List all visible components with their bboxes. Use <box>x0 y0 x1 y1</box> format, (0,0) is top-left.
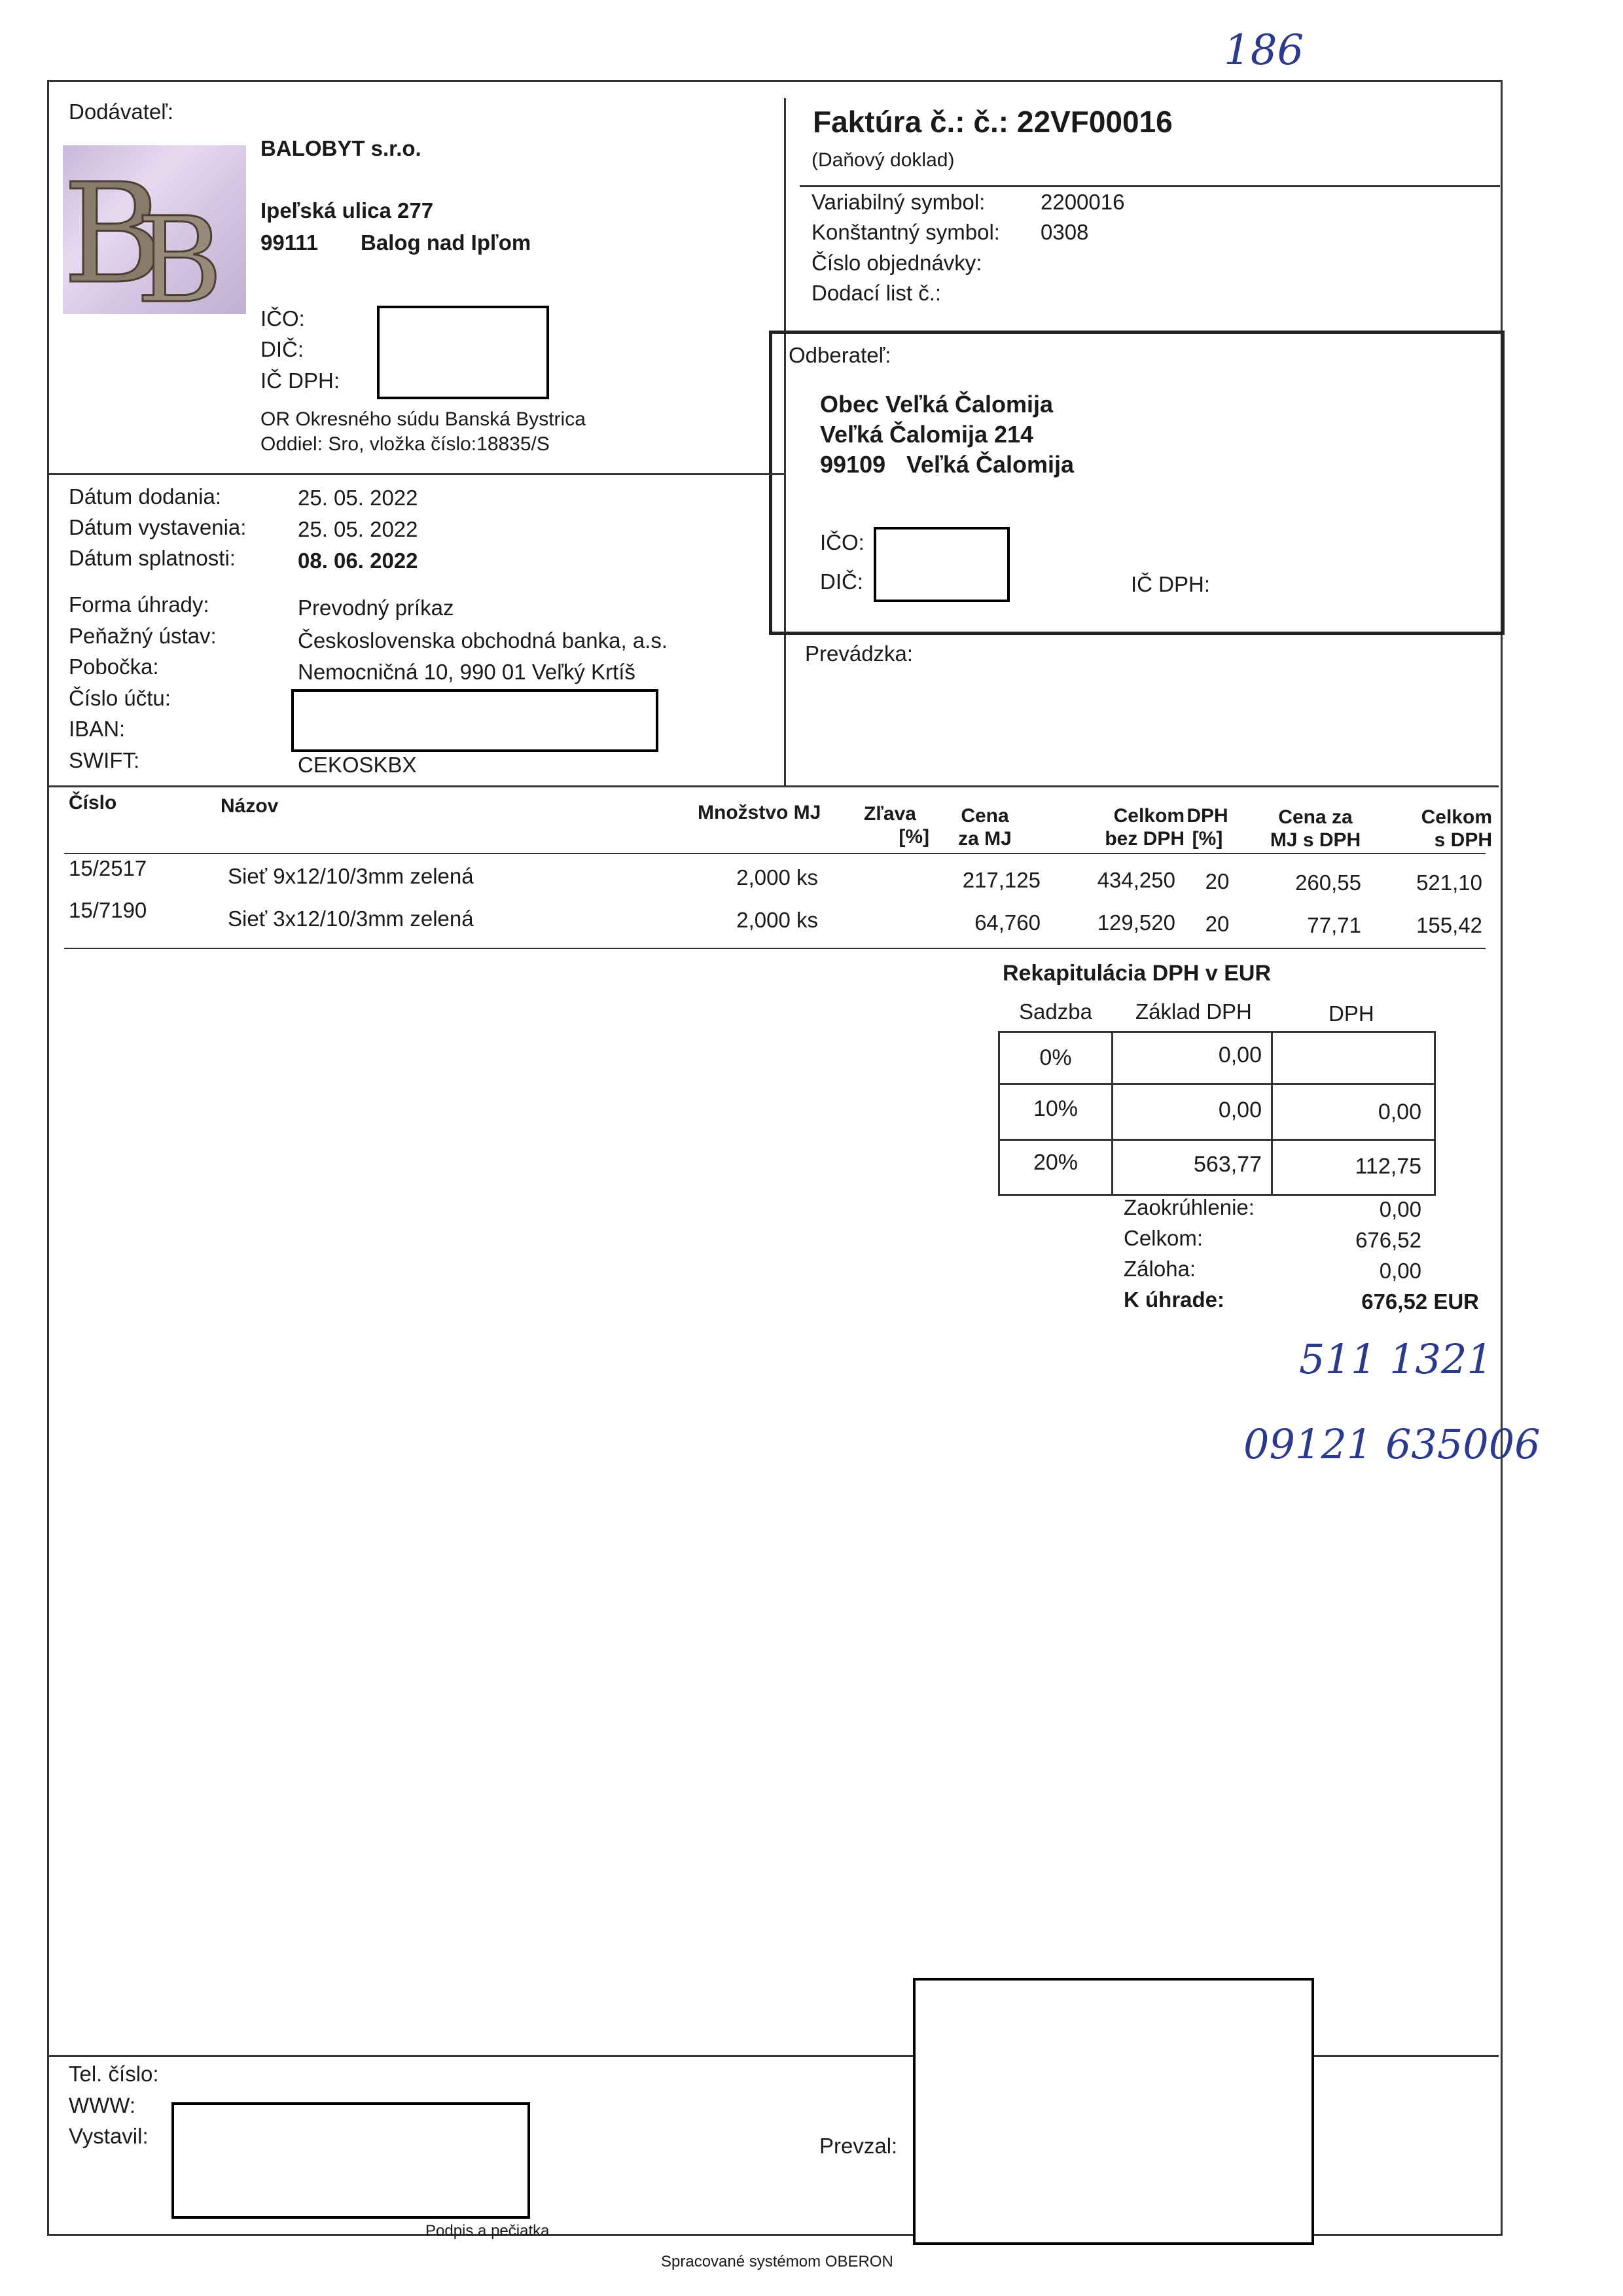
col-total-incl-line2: s DPH <box>1434 829 1492 851</box>
handwritten-page-number: 186 <box>1224 26 1304 75</box>
rounding-value: 0,00 <box>1379 1197 1421 1221</box>
row2-price-incl: 77,71 <box>1307 913 1361 937</box>
www-label: WWW: <box>69 2093 136 2117</box>
phone-label: Tel. číslo: <box>69 2062 159 2086</box>
col-vat-line1: DPH <box>1186 805 1228 827</box>
col-name: Názov <box>221 795 279 817</box>
balobyt-logo <box>63 145 246 314</box>
rounding-label: Zaokrúhlenie: <box>1124 1195 1255 1219</box>
vat-row1-base: 0,00 <box>1218 1043 1262 1067</box>
row1-quantity: 2,000 ks <box>736 865 818 889</box>
row2-total-incl: 155,42 <box>1416 913 1482 937</box>
vat-row2-base: 0,00 <box>1218 1098 1262 1122</box>
supplier-bottom-line <box>47 473 785 475</box>
row2-number: 15/7190 <box>69 898 147 922</box>
customer-ico-label: IČO: <box>820 530 865 554</box>
col-price-line1: Cena <box>961 805 1009 827</box>
order-number-label: Číslo objednávky: <box>812 251 982 275</box>
handwritten-note-1: 511 1321 <box>1299 1335 1493 1383</box>
col-total-incl-line1: Celkom <box>1421 806 1492 828</box>
col-discount-line2: [%] <box>899 825 929 848</box>
svg-text:B: B <box>63 154 164 314</box>
col-total-excl-line2: bez DPH <box>1105 827 1185 850</box>
amount-due-label: K úhrade: <box>1124 1287 1225 1312</box>
handwritten-note-2: 09121 635006 <box>1243 1420 1541 1468</box>
vat-summary-title: Rekapitulácia DPH v EUR <box>1003 961 1272 986</box>
customer-zip: 99109 <box>820 451 886 478</box>
col-discount-line1: Zľava <box>864 803 916 825</box>
row2-name: Sieť 3x12/10/3mm zelená <box>228 906 474 931</box>
row2-total-excl: 129,520 <box>1097 910 1175 935</box>
vat-row3-rate: 20% <box>1033 1150 1079 1175</box>
vat-col-vat: DPH <box>1329 1001 1374 1026</box>
payment-method-value: Prevodný príkaz <box>298 596 454 620</box>
customer-city: Veľká Čalomija <box>906 451 1075 478</box>
variable-symbol-label: Variabilný symbol: <box>812 190 986 214</box>
vat-table-row-line-2 <box>998 1139 1434 1141</box>
row1-total-incl: 521,10 <box>1416 870 1482 895</box>
col-total-incl <box>1394 806 1492 852</box>
swift-label: SWIFT: <box>69 748 140 772</box>
swift-value: CEKOSKBX <box>298 753 417 777</box>
advance-value: 0,00 <box>1379 1259 1421 1283</box>
redacted-receiver-signature <box>913 1978 1314 2245</box>
col-total-excl <box>1073 805 1185 850</box>
constant-symbol-value: 0308 <box>1041 220 1089 244</box>
signature-label: Podpis a pečiatka <box>425 2222 550 2240</box>
col-number: Číslo <box>69 792 117 814</box>
row1-vat: 20 <box>1205 869 1230 893</box>
advance-label: Záloha: <box>1124 1257 1196 1281</box>
customer-label: Odberateľ: <box>789 343 891 367</box>
supplier-label: Dodávateľ: <box>69 99 174 124</box>
vat-table-divider-1 <box>1111 1031 1113 1194</box>
branch-label: Pobočka: <box>69 655 159 679</box>
iban-label: IBAN: <box>69 717 126 741</box>
vat-row1-rate: 0% <box>1039 1045 1072 1070</box>
premises-label: Prevádzka: <box>805 641 914 666</box>
bank-value: Československa obchodná banka, a.s. <box>298 628 668 653</box>
account-label: Číslo účtu: <box>69 686 171 710</box>
redacted-supplier-ids <box>377 306 549 399</box>
bank-label: Peňažný ústav: <box>69 624 217 648</box>
customer-name: Obec Veľká Čalomija <box>820 391 1054 418</box>
supplier-dic-label: DIČ: <box>260 337 304 361</box>
supplier-icdph-label: IČ DPH: <box>260 368 340 393</box>
vat-col-rate: Sadzba <box>1019 999 1092 1024</box>
supplier-name: BALOBYT s.r.o. <box>260 136 421 160</box>
redacted-issuer-signature <box>171 2102 530 2219</box>
due-date-label: Dátum splatnosti: <box>69 546 236 570</box>
col-price <box>936 805 1034 850</box>
redacted-account-iban <box>291 689 658 752</box>
col-quantity: Množstvo MJ <box>698 802 821 823</box>
col-price-incl-line1: Cena za <box>1278 806 1353 828</box>
col-vat-line2: [%] <box>1192 827 1223 850</box>
col-price-incl <box>1257 806 1374 852</box>
customer-dic-label: DIČ: <box>820 569 863 594</box>
col-price-line2: za MJ <box>958 827 1012 850</box>
supplier-register-line2: Oddiel: Sro, vložka číslo:18835/S <box>260 433 550 455</box>
supplier-street: Ipeľská ulica 277 <box>260 198 434 223</box>
delivery-date-value: 25. 05. 2022 <box>298 486 418 510</box>
svg-text:B: B <box>136 192 223 314</box>
supplier-register-line1: OR Okresného súdu Banská Bystrica <box>260 408 586 430</box>
payment-method-label: Forma úhrady: <box>69 592 209 617</box>
customer-street: Veľká Čalomija 214 <box>820 421 1034 448</box>
delivery-date-label: Dátum dodania: <box>69 484 221 509</box>
supplier-city: Balog nad Ipľom <box>361 230 531 255</box>
row1-number: 15/2517 <box>69 856 147 880</box>
constant-symbol-label: Konštantný symbol: <box>812 220 1000 244</box>
row2-quantity: 2,000 ks <box>736 908 818 932</box>
bb-logo-icon <box>63 145 246 314</box>
redacted-customer-ids <box>874 527 1010 602</box>
vat-row2-rate: 10% <box>1033 1096 1079 1121</box>
row1-price-incl: 260,55 <box>1295 870 1361 895</box>
branch-value: Nemocničná 10, 990 01 Veľký Krtíš <box>298 660 635 684</box>
row1-total-excl: 434,250 <box>1097 868 1175 892</box>
col-price-incl-line2: MJ s DPH <box>1270 829 1361 851</box>
vat-row3-base: 563,77 <box>1194 1152 1262 1177</box>
issued-by-label: Vystavil: <box>69 2124 149 2148</box>
system-note: Spracované systémom OBERON <box>661 2253 893 2270</box>
col-total-excl-line1: Celkom <box>1113 805 1185 827</box>
amount-due-value: 676,52 EUR <box>1361 1289 1479 1314</box>
delivery-note-label: Dodací list č.: <box>812 281 942 305</box>
vat-row2-vat: 0,00 <box>1378 1100 1421 1124</box>
vat-table-row-line-1 <box>998 1083 1434 1085</box>
vat-table-divider-2 <box>1271 1031 1273 1194</box>
total-label: Celkom: <box>1124 1226 1204 1250</box>
received-by-label: Prevzal: <box>819 2134 898 2158</box>
due-date-value: 08. 06. 2022 <box>298 548 418 573</box>
col-vat <box>1178 805 1237 850</box>
vat-row3-vat: 112,75 <box>1355 1154 1421 1179</box>
total-value: 676,52 <box>1355 1228 1421 1252</box>
col-discount <box>851 803 929 848</box>
issue-date-value: 25. 05. 2022 <box>298 517 418 541</box>
issue-date-label: Dátum vystavenia: <box>69 515 247 539</box>
variable-symbol-value: 2200016 <box>1041 190 1125 214</box>
row2-vat: 20 <box>1205 912 1230 936</box>
supplier-zip: 99111 <box>260 230 319 255</box>
items-bottom-line <box>64 948 1486 949</box>
vat-col-base: Základ DPH <box>1135 999 1252 1024</box>
invoice-title: Faktúra č.: č.: 22VF00016 <box>813 105 1173 139</box>
row1-name: Sieť 9x12/10/3mm zelená <box>228 864 474 888</box>
row2-price: 64,760 <box>974 910 1041 935</box>
items-header-line <box>64 853 1486 854</box>
customer-icdph-label: IČ DPH: <box>1131 572 1211 596</box>
supplier-ico-label: IČO: <box>260 306 305 331</box>
row1-price: 217,125 <box>962 868 1041 892</box>
invoice-subtitle: (Daňový doklad) <box>812 149 955 171</box>
invoice-header-line <box>800 185 1500 187</box>
items-top-line <box>47 785 1499 787</box>
